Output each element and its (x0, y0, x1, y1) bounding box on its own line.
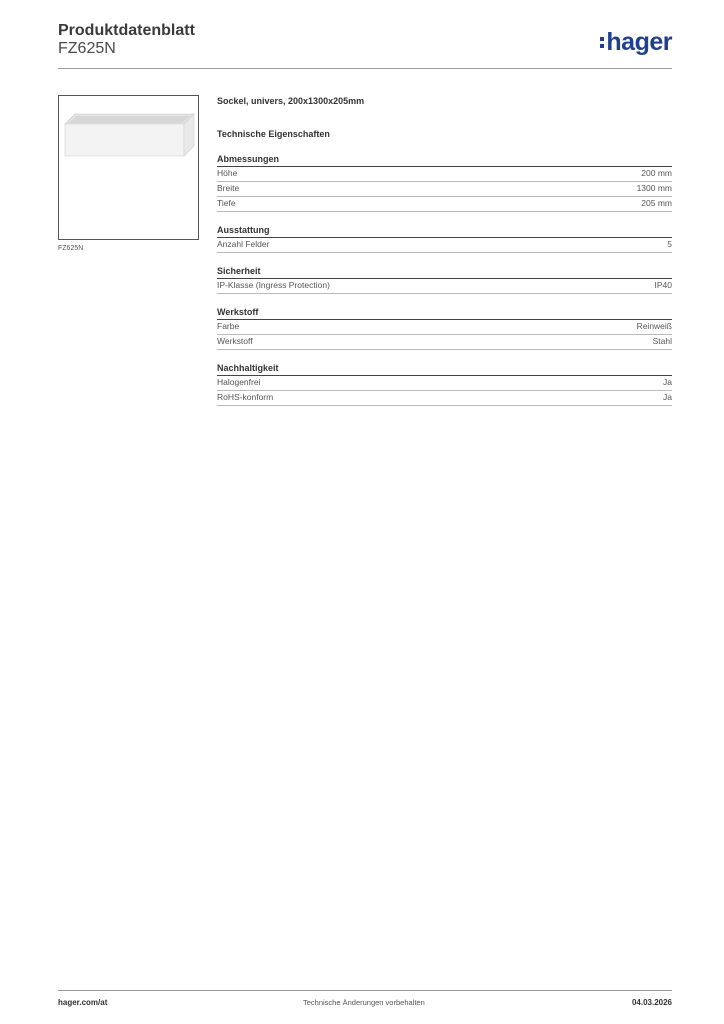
section-equipment (217, 225, 672, 253)
tech-properties-heading: Technische Eigenschaften (217, 129, 330, 139)
spec-value: IP40 (654, 280, 672, 290)
spec-label: Werkstoff (217, 336, 253, 346)
spec-row (217, 197, 672, 212)
footer-divider (58, 990, 672, 991)
spec-value: 5 (667, 239, 672, 249)
spec-row (217, 167, 672, 182)
hager-logo (600, 28, 672, 57)
spec-row (217, 391, 672, 406)
section-title: Ausstattung (217, 225, 672, 238)
spec-label: Tiefe (217, 198, 236, 208)
product-description: Sockel, univers, 200x1300x205mm (217, 96, 365, 106)
product-code: FZ625N (58, 40, 116, 57)
spec-value: 205 mm (641, 198, 672, 208)
spec-label: RoHS-konform (217, 392, 274, 402)
spec-row (217, 279, 672, 294)
spec-label: Farbe (217, 321, 240, 331)
spec-label: Halogenfrei (217, 377, 261, 387)
spec-value: Ja (663, 377, 672, 387)
section-title: Werkstoff (217, 307, 672, 320)
spec-value: 1300 mm (636, 183, 672, 193)
spec-row (217, 376, 672, 391)
section-title: Nachhaltigkeit (217, 363, 672, 376)
section-sustainability (217, 363, 672, 406)
spec-value: 200 mm (641, 168, 672, 178)
logo-text: hager (606, 28, 672, 56)
section-material (217, 307, 672, 350)
spec-label: Breite (217, 183, 240, 193)
header-divider (58, 68, 672, 69)
footer-website-link[interactable]: hager.com/at (58, 998, 108, 1007)
logo-dots-icon (600, 37, 604, 48)
spec-row (217, 335, 672, 350)
spec-row (217, 238, 672, 253)
spec-value: Stahl (652, 336, 672, 346)
page-title: Produktdatenblatt (58, 22, 195, 39)
section-safety (217, 266, 672, 294)
spec-label: Höhe (217, 168, 238, 178)
product-image-frame (58, 95, 199, 240)
footer-disclaimer: Technische Änderungen vorbehalten (303, 998, 425, 1007)
spec-value: Reinweiß (636, 321, 672, 331)
section-title: Abmessungen (217, 154, 672, 167)
spec-label: IP-Klasse (Ingress Protection) (217, 280, 330, 290)
image-caption: FZ625N (58, 245, 84, 252)
footer-date: 04.03.2026 (631, 998, 672, 1007)
spec-row (217, 320, 672, 335)
spec-label: Anzahl Felder (217, 239, 270, 249)
product-image (59, 96, 198, 239)
spec-row (217, 182, 672, 197)
section-dimensions (217, 154, 672, 212)
spec-value: Ja (663, 392, 672, 402)
spec-content (217, 96, 672, 406)
section-title: Sicherheit (217, 266, 672, 279)
